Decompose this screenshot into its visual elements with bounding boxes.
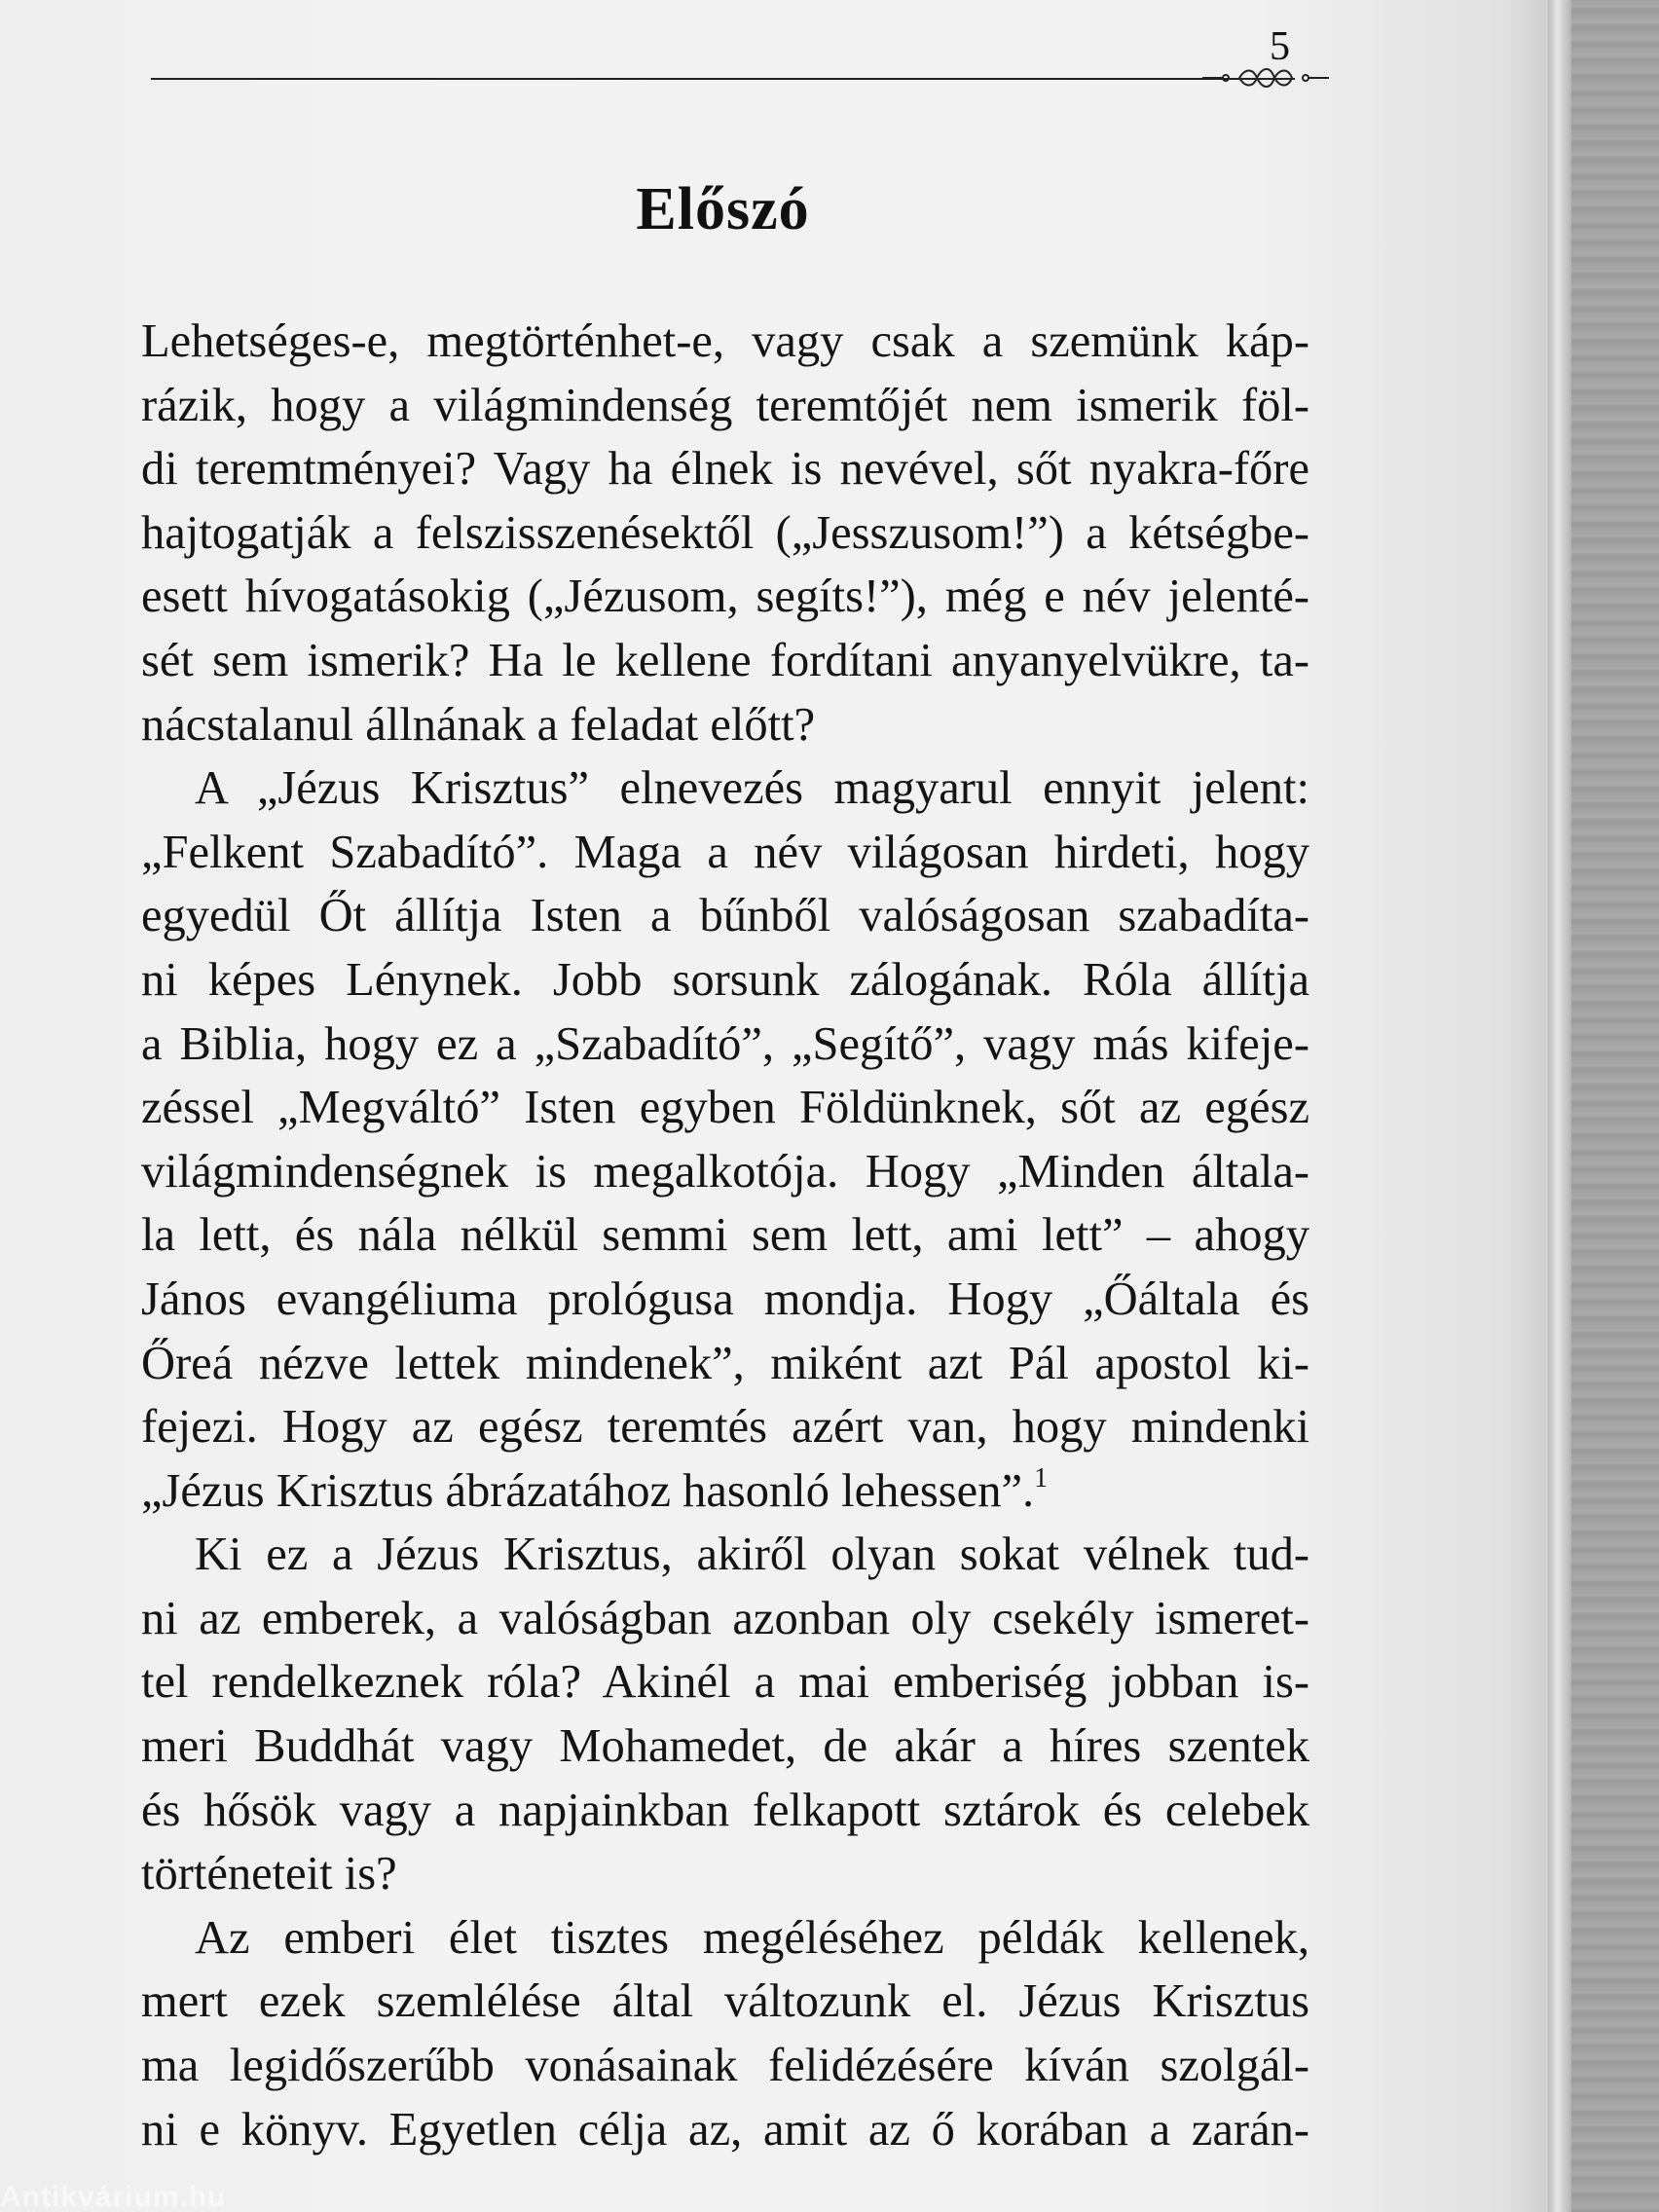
text-line: Ki ez a Jézus Krisztus, akiről olyan sokat vélnek tud- [195, 1529, 1309, 1581]
text-line: és hősök vagy a napjainkban felkapott sztárok és celebek [141, 1784, 1309, 1836]
text-line: A „Jézus Krisztus” elnevezés magyarul ennyit jelent: [195, 762, 1309, 815]
chapter-title: Előszó [636, 176, 810, 242]
text-line: la lett, és nála nélkül semmi sem lett, ami lett” – ahogy [141, 1209, 1309, 1262]
text-line: „Felkent Szabadító”. Maga a név világosan hirdeti, hogy [141, 826, 1309, 878]
text-line: meri Buddhát vagy Mohamedet, de akár a híres szentek [141, 1720, 1309, 1773]
text-line: di teremtményei? Vagy ha élnek is nevével, sőt nyakra-főre [141, 443, 1309, 496]
page-number: 5 [1270, 24, 1290, 69]
paragraph [141, 1523, 1309, 1906]
text-line: ni az emberek, a valóságban azonban oly csekély ismeret- [141, 1592, 1309, 1644]
text-line: rázik, hogy a világmindenség teremtőjét nem ismerik föl- [141, 379, 1309, 431]
text-line: tel rendelkeznek róla? Akinél a mai emberiség jobban is- [141, 1656, 1309, 1709]
text-line: hajtogatják a felszisszenésektől („Jesszusom!”) a kétségbe- [141, 506, 1309, 559]
header-rule [151, 78, 1295, 80]
footnote-reference[interactable]: 1 [1034, 1462, 1049, 1493]
page-edge [1548, 0, 1571, 2212]
text-line: Őreá nézve lettek mindenek”, miként azt Pál apostol ki- [141, 1337, 1309, 1389]
text-line: ni képes Lénynek. Jobb sorsunk zálogának. Róla állítja [141, 953, 1309, 1006]
text-line: „Jézus Krisztus ábrázatához hasonló lehessen”. [141, 1464, 1035, 1517]
text-line-with-footnote [141, 1459, 1309, 1524]
text-line: a Biblia, hogy ez a „Szabadító”, „Segítő”, vagy más kifeje- [141, 1017, 1309, 1070]
text-line: nácstalanul állnának a feladat előtt? [141, 698, 816, 751]
paragraph [141, 756, 1309, 1523]
paragraph [141, 1906, 1309, 2161]
body-text [141, 310, 1309, 2161]
text-line: ma legidőszerűbb vonásainak felidézésére kíván szolgál- [141, 2040, 1309, 2092]
paragraph [141, 310, 1309, 756]
text-line: egyedül Őt állítja Isten a bűnből valóságosan szabadíta- [141, 890, 1309, 942]
text-line: történeteit is? [141, 1848, 397, 1900]
text-line: mert ezek szemlélése által változunk el. Jézus Krisztus [141, 1975, 1309, 2028]
text-line: János evangéliuma prológusa mondja. Hogy „Őáltala és [141, 1272, 1309, 1325]
text-line: sét sem ismerik? Ha le kellene fordítani anyanyelvükre, ta- [141, 634, 1309, 686]
text-line: esett hívogatásokig („Jézusom, segíts!”), még e név jelenté- [141, 571, 1309, 623]
running-header [151, 19, 1305, 88]
text-line: ni e könyv. Egyetlen célja az, amit az ő korában a zarán- [141, 2103, 1309, 2156]
watermark: Antikvárium.hu [0, 2181, 227, 2212]
text-line: Lehetséges-e, megtörténhet-e, vagy csak a szemünk káp- [141, 315, 1309, 367]
background-surface [1571, 0, 1659, 2212]
text-line: fejezi. Hogy az egész teremtés azért van, hogy mindenki [141, 1401, 1309, 1454]
text-line: Az emberi élet tisztes megéléséhez példák kellenek, [195, 1911, 1309, 1964]
text-line: világmindenségnek is megalkotója. Hogy „Minden általa- [141, 1145, 1309, 1198]
text-line: zéssel „Megváltó” Isten egyben Földünknek, sőt az egész [141, 1082, 1309, 1134]
